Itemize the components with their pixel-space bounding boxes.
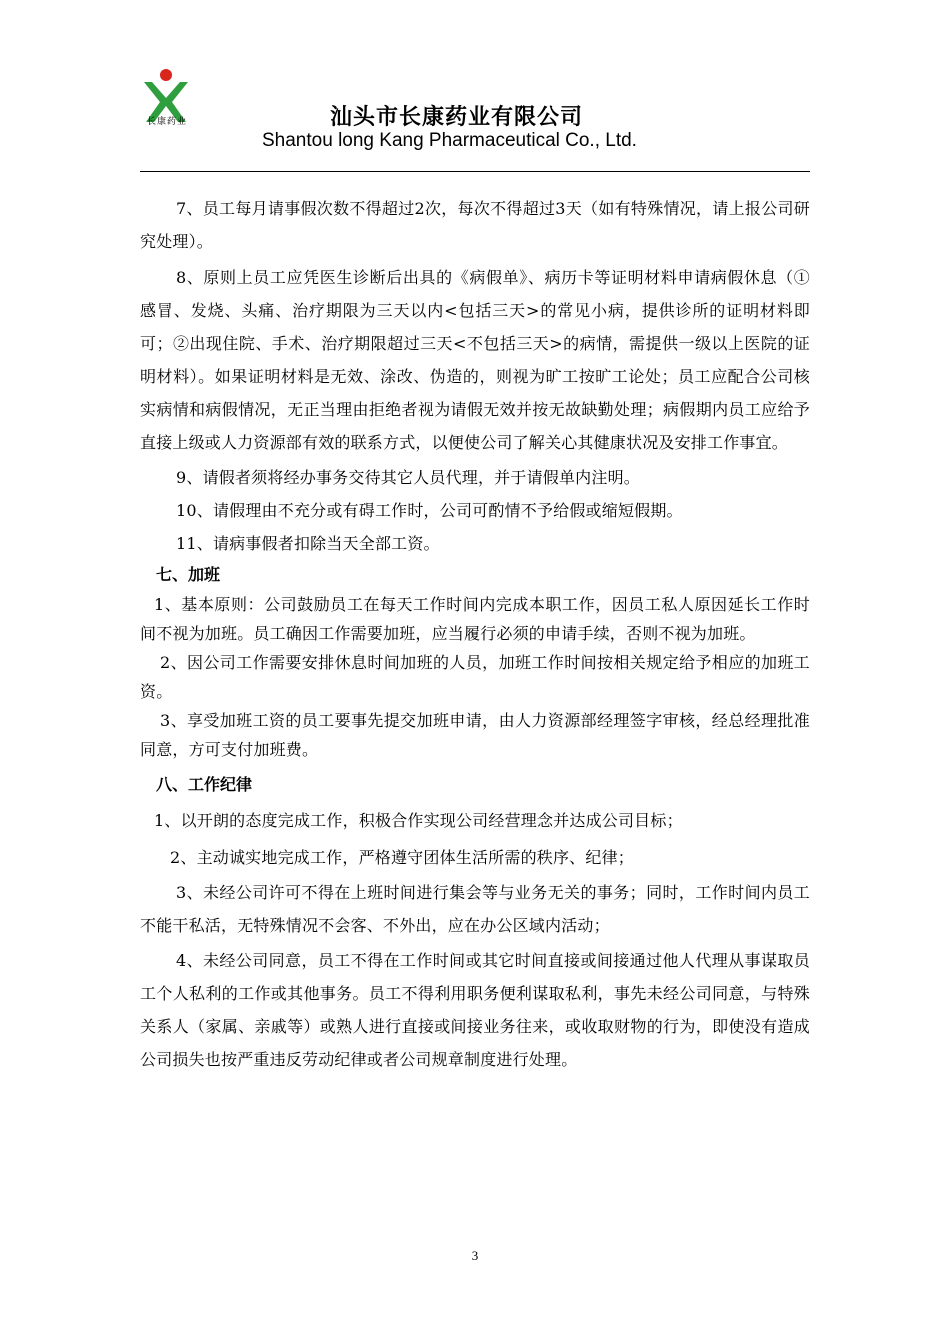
overtime-item-2: 2、因公司工作需要安排休息时间加班的人员，加班工作时间按相关规定给予相应的加班工资。 — [140, 653, 810, 701]
paragraph-11: 11、请病事假者扣除当天全部工资。 — [176, 534, 440, 553]
section-heading-overtime: 七、加班 — [156, 565, 221, 584]
company-name-en: Shantou long Kang Pharmaceutical Co., Ltd. — [262, 130, 637, 151]
section-heading-discipline: 八、工作纪律 — [156, 775, 253, 794]
document-body — [140, 192, 810, 1076]
overtime-item-1: 1、基本原则：公司鼓励员工在每天工作时间内完成本职工作，因员工私人原因延长工作时间不视为加班。员工确因工作需要加班，应当履行必须的申请手续，否则不视为加班。 — [140, 595, 810, 643]
paragraph-7: 7、员工每月请事假次数不得超过2次，每次不得超过3天（如有特殊情况，请上报公司研究处理）。 — [140, 199, 810, 251]
logo-caption: 长康药业 — [146, 117, 187, 127]
discipline-item-3: 3、未经公司许可不得在上班时间进行集会等与业务无关的事务；同时，工作时间内员工不能干私活，无特殊情况不会客、不外出，应在办公区域内活动； — [140, 883, 810, 935]
paragraph-9: 9、请假者须将经办事务交待其它人员代理，并于请假单内注明。 — [176, 468, 640, 487]
discipline-item-1: 1、以开朗的态度完成工作，积极合作实现公司经营理念并达成公司目标； — [154, 811, 683, 830]
overtime-item-3: 3、享受加班工资的员工要事先提交加班申请，由人力资源部经理签字审核，经总经理批准同意，方可支付加班费。 — [140, 711, 810, 759]
paragraph-10: 10、请假理由不充分或有碍工作时，公司可酌情不予给假或缩短假期。 — [176, 501, 683, 520]
discipline-item-2: 2、主动诚实地完成工作，严格遵守团体生活所需的秩序、纪律； — [170, 848, 634, 867]
page-number: 3 — [471, 1248, 479, 1263]
paragraph-8: 8、原则上员工应凭医生诊断后出具的《病假单》、病历卡等证明材料申请病假休息（①感冒、发烧、头痛、治疗期限为三天以内<包括三天>的常见小病，提供诊所的证明材料即可；②出现住院、手术、治疗期限超过三天<不包括三天>的病情，需提供一级以上医院的证明材料）。如果证明材料是无效、涂改、伪造的，则视为旷工按旷工论处；员工应配合公司核实病情和病假情况，无正当理由拒绝者视为请假无效并按无故缺勤处理；病假期内员工应给予直接上级或人力资源部有效的联系方式，以便使公司了解关心其健康状况及安排工作事宜。 — [140, 268, 810, 452]
company-name-cn: 汕头市长康药业有限公司 — [330, 105, 584, 130]
header-divider — [140, 171, 810, 172]
discipline-item-4: 4、未经公司同意，员工不得在工作时间或其它时间直接或间接通过他人代理从事谋取员工个人私利的工作或其他事务。员工不得利用职务便利谋取私利，事先未经公司同意，与特殊关系人（家属、亲戚等）或熟人进行直接或间接业务往来，或收取财物的行为，即使没有造成公司损失也按严重违反劳动纪律或者公司规章制度进行处理。 — [140, 951, 810, 1069]
